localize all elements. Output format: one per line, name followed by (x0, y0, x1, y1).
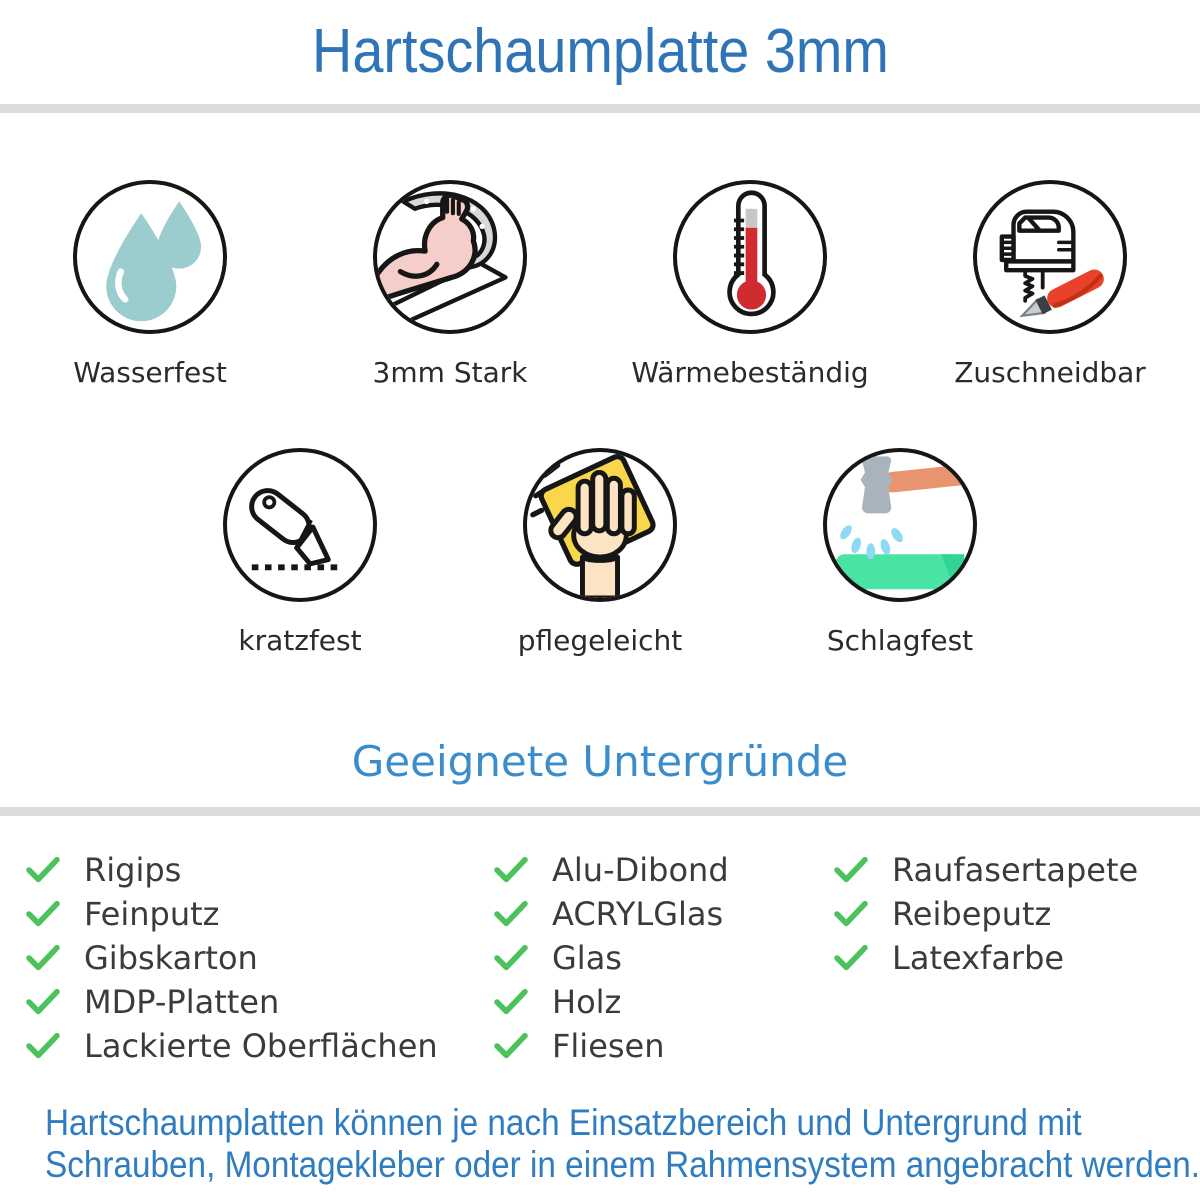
list-item-label: ACRYLGlas (552, 895, 724, 933)
list-item-label: Feinputz (84, 895, 220, 933)
feature-label: Wärmebeständig (631, 356, 869, 389)
list-item (26, 936, 494, 980)
list-item (494, 980, 834, 1024)
feature-3mm-stark (310, 180, 590, 389)
feature-circle (523, 448, 677, 602)
flexed-arm-icon (377, 184, 523, 330)
check-icon (26, 944, 60, 972)
list-item-label: Fliesen (552, 1027, 665, 1065)
feature-label: Schlagfest (826, 624, 974, 657)
hammer-icon (827, 452, 973, 598)
mounting-note-line-1: Hartschaumplatten können je nach Einsatzbereich und Untergrund mit (45, 1102, 1082, 1143)
mounting-note-line-2: Schrauben, Montagekleber oder in einem Rahmensystem angebracht werden. (45, 1144, 1200, 1185)
list-item-label: MDP-Platten (84, 983, 280, 1021)
list-item (834, 892, 1138, 936)
check-icon (834, 900, 868, 928)
substrates-column-3 (834, 848, 1138, 1068)
list-item-label: Lackierte Oberflächen (84, 1027, 438, 1065)
substrates-heading: Geeignete Untergründe (351, 737, 849, 786)
check-icon (26, 988, 60, 1016)
feature-schlagfest (800, 448, 1000, 657)
feature-circle (223, 448, 377, 602)
utility-knife-icon (227, 452, 373, 598)
list-item (834, 936, 1138, 980)
feature-waermebestaendig (610, 180, 890, 389)
check-icon (834, 944, 868, 972)
thermometer-icon (677, 184, 823, 330)
page-title: Hartschaumplatte 3mm (311, 17, 889, 86)
feature-label: Wasserfest (73, 356, 227, 389)
feature-kratzfest (200, 448, 400, 657)
list-item (834, 848, 1138, 892)
list-item-label: Reibeputz (892, 895, 1052, 933)
feature-label: 3mm Stark (372, 356, 528, 389)
list-item-label: Latexfarbe (892, 939, 1065, 977)
feature-label: Zuschneidbar (954, 356, 1146, 389)
check-icon (26, 1032, 60, 1060)
wiping-hand-icon (527, 452, 673, 598)
feature-label: kratzfest (238, 624, 362, 657)
feature-circle (373, 180, 527, 334)
check-icon (494, 1032, 528, 1060)
check-icon (494, 944, 528, 972)
check-icon (834, 856, 868, 884)
mounting-note (45, 1102, 1200, 1186)
list-item-label: Gibskarton (84, 939, 258, 977)
list-item (26, 1024, 494, 1068)
feature-circle (73, 180, 227, 334)
substrates-column-1 (26, 848, 494, 1068)
feature-circle (823, 448, 977, 602)
list-item-label: Glas (552, 939, 622, 977)
list-item (494, 848, 834, 892)
check-icon (494, 988, 528, 1016)
check-icon (26, 856, 60, 884)
list-item-label: Alu-Dibond (552, 851, 729, 889)
feature-zuschneidbar (910, 180, 1190, 389)
feature-row-1 (0, 180, 1200, 389)
list-item-label: Raufasertapete (892, 851, 1139, 889)
list-item (494, 1024, 834, 1068)
divider (0, 807, 1200, 816)
check-icon (494, 900, 528, 928)
list-item (26, 848, 494, 892)
feature-circle (973, 180, 1127, 334)
list-item (26, 892, 494, 936)
feature-row-2 (0, 448, 1200, 657)
list-item (26, 980, 494, 1024)
feature-label: pflegeleicht (517, 624, 683, 657)
jigsaw-icon (977, 184, 1123, 330)
check-icon (494, 856, 528, 884)
divider (0, 104, 1200, 113)
substrates-checklist (26, 848, 1138, 1068)
feature-wasserfest (10, 180, 290, 389)
list-item-label: Rigips (84, 851, 182, 889)
water-drops-icon (77, 184, 223, 330)
list-item (494, 892, 834, 936)
substrates-column-2 (494, 848, 834, 1068)
feature-pflegeleicht (500, 448, 700, 657)
list-item-label: Holz (552, 983, 622, 1021)
feature-circle (673, 180, 827, 334)
check-icon (26, 900, 60, 928)
list-item (494, 936, 834, 980)
